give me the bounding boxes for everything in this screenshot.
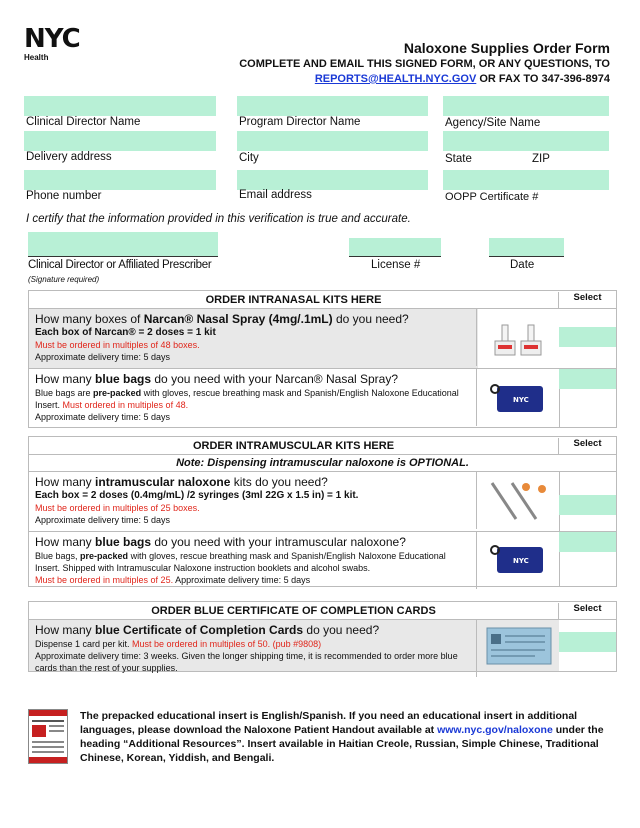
- certificate-question: How many blue Certificate of Completion Cards do you need? Dispense 1 card per kit. Must be ordered in multiples of 50. (pub #9808) Approximate delivery time: 3 weeks. Given the longer shipping time, it is recommended to order more blue cards than the rest of your supplies.: [29, 620, 477, 677]
- naloxone-link[interactable]: www.nyc.gov/naloxone: [437, 724, 553, 736]
- narcan-select-box: [559, 309, 616, 368]
- intranasal-bags-question: How many blue bags do you need with your Narcan® Nasal Spray? Blue bags are pre-packed with gloves, rescue breathing mask and Spanish/English Naloxone Educational Insert. Must ordered in multiples of 48. Approximate delivery time: 5 days: [29, 369, 477, 426]
- clinical-director-label: Clinical Director Name: [26, 116, 141, 128]
- certificate-section: [28, 601, 617, 672]
- im-bags-select-box: [559, 532, 616, 586]
- blue-bag-image: [478, 532, 560, 586]
- intramuscular-heading: ORDER INTRAMUSCULAR KITS HERE: [192, 440, 395, 452]
- oopp-label: OOPP Certificate #: [445, 191, 539, 203]
- nyc-health-logo: [24, 26, 80, 62]
- zip-label: ZIP: [532, 153, 550, 165]
- select-heading: Select: [558, 603, 616, 620]
- certificate-row: [28, 620, 617, 672]
- syringe-image: [478, 472, 560, 531]
- certificate-quantity-input[interactable]: [559, 632, 616, 652]
- license-field[interactable]: [349, 238, 441, 256]
- intramuscular-header: [28, 436, 617, 455]
- program-director-label: Program Director Name: [239, 116, 361, 128]
- narcan-spray-image: [478, 309, 560, 368]
- oopp-field[interactable]: [443, 170, 609, 190]
- delivery-address-field[interactable]: [24, 131, 216, 151]
- license-label: License #: [371, 259, 421, 271]
- logo-text: NYC: [24, 24, 80, 54]
- signature-field[interactable]: [28, 232, 218, 256]
- footer-note: The prepacked educational insert is English/Spanish. If you need an educational insert in additional languages, please download the Naloxone Patient Handout available at www.nyc.gov/naloxone under the heading “Additional Resources”. Insert available in Haitian Creole, Russian, Simple Chinese, Traditional Chinese, Korean, Yiddish, and Bengali.: [80, 710, 604, 764]
- license-line: [349, 256, 441, 257]
- agency-site-field[interactable]: [443, 96, 609, 116]
- patient-handout-thumbnail: [28, 709, 68, 764]
- logo-sub: Health: [24, 53, 49, 62]
- clinical-director-field[interactable]: [24, 96, 216, 116]
- narcan-quantity-input[interactable]: [559, 327, 616, 347]
- narcan-row: [28, 309, 617, 369]
- instructions: [239, 57, 610, 87]
- intranasal-bags-select-box: [559, 369, 616, 427]
- date-line: [489, 256, 564, 257]
- instructions-line2: [239, 72, 610, 87]
- intranasal-heading: ORDER INTRANASAL KITS HERE: [205, 294, 382, 306]
- email-link[interactable]: REPORTS@HEALTH.NYC.GOV: [314, 73, 477, 85]
- narcan-question: How many boxes of Narcan® Nasal Spray (4mg/.1mL) do you need? Each box of Narcan® = 2 doses = 1 kit Must be ordered in multiples of 48 boxes. Approximate delivery time: 5 days: [29, 309, 477, 366]
- phone-field[interactable]: [24, 170, 216, 190]
- page-title: Naloxone Supplies Order Form: [403, 40, 610, 56]
- certificate-select-box: [559, 620, 616, 671]
- im-bags-question: How many blue bags do you need with your intramuscular naloxone? Blue bags, pre-packed with gloves, rescue breathing mask and Spanish/English Naloxone Educational Insert. Shipped with Intramuscular Naloxone instruction booklets and alcohol swabs. Must be ordered in multiples of 25. Approximate delivery time: 5 days: [29, 532, 477, 589]
- certificate-header: [28, 601, 617, 620]
- phone-label: Phone number: [26, 190, 102, 202]
- certificate-card-image: [478, 620, 560, 671]
- svg-text:NYC: NYC: [512, 396, 529, 404]
- city-label: City: [239, 152, 259, 164]
- im-bags-quantity-input[interactable]: [559, 532, 616, 552]
- city-field[interactable]: [237, 131, 428, 151]
- svg-text:NYC: NYC: [512, 557, 529, 565]
- agency-site-label: Agency/Site Name: [445, 117, 541, 129]
- prescriber-label: Clinical Director or Affiliated Prescriber: [28, 259, 212, 271]
- im-naloxone-quantity-input[interactable]: [559, 495, 616, 515]
- fax-text: OR FAX TO 347-396-8974: [476, 73, 610, 85]
- state-label: State: [445, 153, 472, 165]
- signature-required-note: (Signature required): [28, 275, 100, 284]
- select-heading: Select: [558, 438, 616, 455]
- signature-line: [28, 256, 218, 257]
- email-label: Email address: [239, 189, 312, 201]
- intranasal-bags-quantity-input[interactable]: [559, 369, 616, 389]
- delivery-address-label: Delivery address: [26, 151, 112, 163]
- intramuscular-section: [28, 436, 617, 587]
- intranasal-bags-row: [28, 369, 617, 428]
- instructions-line1: COMPLETE AND EMAIL THIS SIGNED FORM, OR ANY QUESTIONS, TO: [239, 58, 610, 70]
- select-heading: Select: [558, 292, 616, 309]
- im-naloxone-row: [28, 472, 617, 532]
- im-naloxone-question: How many intramuscular naloxone kits do you need? Each box = 2 doses (0.4mg/mL) /2 syringes (3ml 22G x 1.5 in) = 1 kit. Must be ordered in multiples of 25 boxes. Approximate delivery time: 5 days: [29, 472, 477, 529]
- blue-bag-image: [478, 369, 560, 427]
- date-field[interactable]: [489, 238, 564, 256]
- date-label: Date: [510, 259, 535, 271]
- state-zip-field[interactable]: [443, 131, 609, 151]
- intranasal-header: [28, 290, 617, 309]
- intranasal-section: [28, 290, 617, 428]
- certify-statement: I certify that the information provided in this verification is true and accurate.: [26, 213, 411, 225]
- im-naloxone-select-box: [559, 472, 616, 531]
- im-bags-row: [28, 532, 617, 587]
- program-director-field[interactable]: [237, 96, 428, 116]
- certificate-heading: ORDER BLUE CERTIFICATE OF COMPLETION CARDS: [151, 605, 436, 617]
- optional-note: Note: Dispensing intramuscular naloxone is OPTIONAL.: [28, 455, 617, 472]
- email-field[interactable]: [237, 170, 428, 190]
